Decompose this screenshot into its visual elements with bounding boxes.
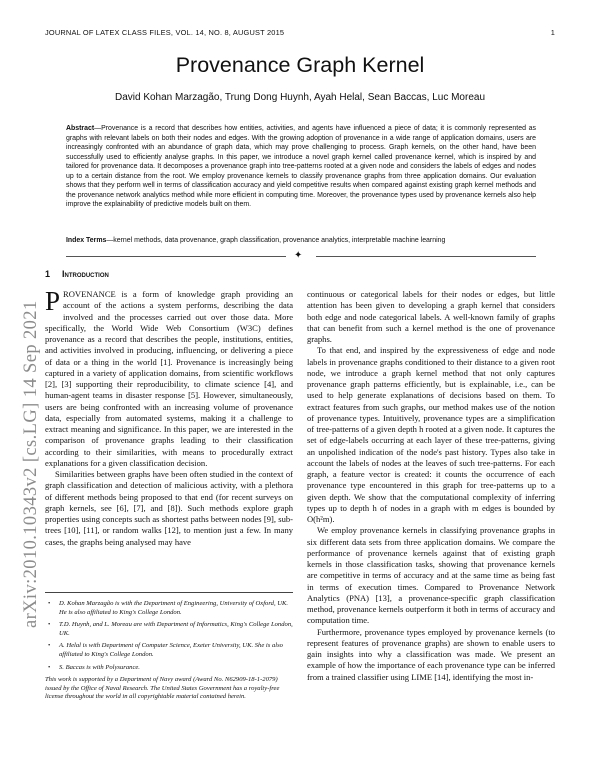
index-terms-label: Index Terms <box>66 237 107 244</box>
section-title: Introduction <box>62 269 109 279</box>
index-terms-text: —kernel methods, data provenance, graph classification, provenance analytics, interpretable machine learning <box>106 237 446 244</box>
right-column <box>307 289 555 683</box>
divider-right <box>316 256 536 257</box>
index-terms <box>66 236 536 246</box>
section-heading <box>45 269 109 279</box>
right-paragraph-3: Furthermore, provenance types employed by provenance kernels (to represent features of provenance graphs) are shown to enable users to gain insights into why a classification was made. We present an example of how the importance of each provenance type can be inferred from a trained classifier using LIME [14], identifying the most in- <box>307 626 555 682</box>
footnote-rule <box>45 592 293 593</box>
right-paragraph-2: We employ provenance kernels in classifying provenance graphs in six different data sets from three application domains. We compare the performance of provenance kernels against that of existing graph kernels in those classification tasks, showing that provenance kernels are competitive in terms of accuracy and at the same time as being fast in terms of execution times. Compared to Provenance Network Analytics (PNA) [13], a provenance-specific graph classification method, provenance kernels outperform it both in terms of accuracy and computation time. <box>307 525 555 626</box>
left-column <box>45 286 293 548</box>
divider-left <box>66 256 286 257</box>
arxiv-stamp: arXiv:2010.10343v2 [cs.LG] 14 Sep 2021 <box>21 300 41 628</box>
divider-symbol: ✦ <box>294 250 303 261</box>
footnote-text: A. Helal is with Department of Computer Science, Exeter University, UK. She is also affiliated to King's College London. <box>59 642 283 658</box>
funding-note: This work is supported by a Department of Navy award (Award No. N62909-18-1-2079) issued by the Office of Naval Research. The United States Government has a royalty-free license throughout the world in all copyrightable material contained herein. <box>45 676 280 701</box>
intro-paragraph-2: Similarities between graphs have been often studied in the context of graph classification and detection of malicious activity, with a plethora of different methods being proposed to that end (for recent surveys on graph kernels, see [6], [7], and [8]). Such methods explore graph properties using concepts such as shortest paths between nodes [9], sub-trees [10], [11], or random walks [12], to mention just a few. In many cases, the graphs being analysed may have <box>45 469 293 547</box>
paper-title: Provenance Graph Kernel <box>175 53 425 77</box>
footnote-text: T.D. Huynh, and L. Moreau are with Department of Informatics, King's College London, UK. <box>59 621 293 637</box>
intro-text-1: is a form of knowledge graph providing an account of the actions a system performs, describing the data involved and the processes carried out over those data. More specifically, the World Wide Web Consortium (W3C) defines provenance as a record that describes the people, institutions, entities, and activities involved in producing, influencing, or delivering a piece of data or a thing in the world [1]. Provenance is increasingly being captured in a variety of application domains, from scientific workflows [2], [3] supporting their reproducibility, to climate science [4], and human-agent teams in disaster response [5]. However, simultaneously, users are being confronted with an increasing volume of provenance data, especially from automated systems, making it a challenge to extract meaning and significance. In this paper, we are interested in the comparison of provenance graphs leading to their classification according to their similarities, with means to procedurally extract explanations for a given classification decision. <box>45 289 293 468</box>
right-paragraph-1: To that end, and inspired by the expressiveness of edge and node labels in provenance graphs conditioned to their distance to a given root node, we introduce a graph kernel method that not only captures provenance graph patterns efficiently, but is explainable, i.e., can be used to help generate explanations of decisions based on them. To extract features from such graphs, our method makes use of the notion of provenance types. Intuitively, provenance types are a simplification of tree-patterns of a given depth h rooted at a given node. It captures the set of edge-labels occurring at each layer of these tree-patterns, giving an unpolished indication of the node's past history. Types also take in account the labels of nodes at the leaves of such tree-patterns. For each graph, a feature vector is created: it counts the occurrence of each provenance type encountered in this graph for tree-patterns up to a given depth. We show that the computational complexity of inferring types up to depth h of nodes in a graph with m edges is bounded by O(h²m). <box>307 345 555 524</box>
dropcap-lead: ROVENANCE <box>63 289 116 299</box>
footnote-item: • A. Helal is with Department of Computer Science, Exeter University, UK. She is also affiliated to King's College London. <box>48 642 283 658</box>
footnote-text: S. Baccas is with Polysurance. <box>59 663 140 671</box>
right-paragraph-0: continuous or categorical labels for their nodes or edges, but little attention has been given to developing a graph kernel that considers both edge and node categorical labels. A well-known family of graphs that can benefit from such a kernel method is the one of provenance graphs. <box>307 289 555 344</box>
abstract-label: Abstract <box>66 125 95 132</box>
author-list: David Kohan Marzagão, Trung Dong Huynh, Ayah Helal, Sean Baccas, Luc Moreau <box>114 92 486 103</box>
dropcap: P <box>45 286 61 316</box>
intro-paragraph-1 <box>45 286 293 469</box>
abstract-text: —Provenance is a record that describes how entities, activities, and agents have influenced a piece of data; it is commonly represented as graphs with relevant labels on both their nodes and edges. With the growing adoption of provenance in a wide range of application domains, users are increasingly confronted with an abundance of graph data, which may prove challenging to process. Graph kernels, on the other hand, have been successfully used to efficiently analyse graphs. In this paper, we introduce a novel graph kernel called provenance kernel, which is inspired by and tailored for provenance data. It decomposes a provenance graph into tree-patterns rooted at a given node and considers the labels of edges and nodes up to a certain distance from the root. We employ provenance kernels to classify provenance graphs from three application domains. Our evaluation shows that they perform well in terms of classification accuracy and yield competitive results when compared against existing graph kernel methods and the provenance network analytics method while more efficient in computing time. Moreover, the provenance types used by provenance kernels also help improve the explainability of predictive models built on them. <box>66 125 536 209</box>
footnote-text: D. Kohan Marzagão is with the Department of Engineering, University of Oxford, UK. He is also affiliated to King's College London. <box>59 600 289 616</box>
footnote-item: • T.D. Huynh, and L. Moreau are with Department of Informatics, King's College London, UK. <box>48 621 293 637</box>
footnote-item: • D. Kohan Marzagão is with the Department of Engineering, University of Oxford, UK. He is also affiliated to King's College London. <box>48 600 289 616</box>
abstract <box>66 124 536 210</box>
journal-info: JOURNAL OF LATEX CLASS FILES, VOL. 14, NO. 8, AUGUST 2015 <box>45 28 285 37</box>
section-number: 1 <box>45 269 51 279</box>
page-number: 1 <box>550 28 555 37</box>
running-header <box>45 28 555 40</box>
footnotes <box>45 600 293 702</box>
footnote-item: • S. Baccas is with Polysurance. <box>48 663 140 671</box>
